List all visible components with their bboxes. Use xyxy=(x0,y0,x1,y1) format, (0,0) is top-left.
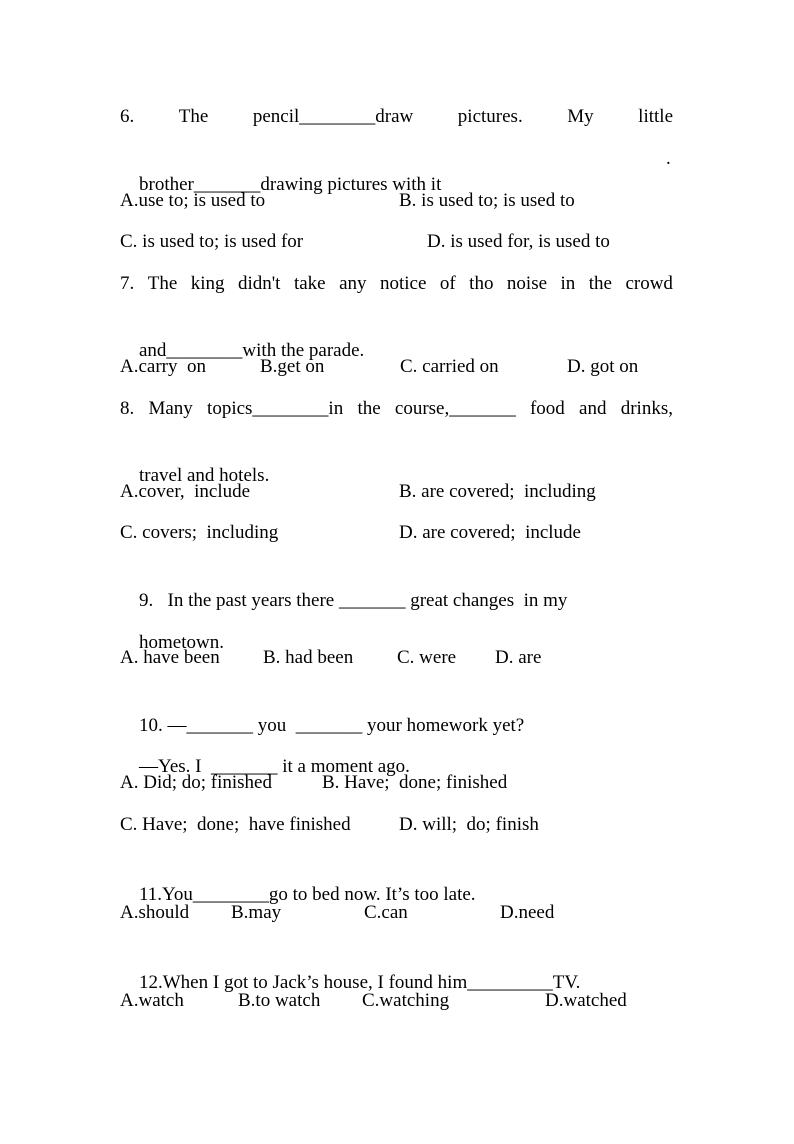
stem-text: 12.When I got to Jack’s house, I found him_________TV. xyxy=(139,972,581,993)
question-8-options-row2 xyxy=(120,520,673,546)
stem-word: of xyxy=(439,273,456,294)
question-8-stem-line1 xyxy=(120,396,673,422)
question-8-options-row1 xyxy=(120,479,673,505)
option-c: C. covers; including xyxy=(120,522,279,543)
stem-text: brother_______drawing pictures with it xyxy=(139,174,442,195)
option-c: C. Have; done; have finished xyxy=(120,814,351,835)
stem-word: king xyxy=(190,273,225,294)
option-d: D. is used for, is used to xyxy=(427,231,610,252)
stem-word: Many xyxy=(148,398,193,419)
stem-text: hometown. xyxy=(139,632,224,653)
stem-word: pencil________draw xyxy=(252,106,414,127)
option-a: A.cover, include xyxy=(120,481,251,502)
option-d: D. are xyxy=(495,647,542,668)
question-10-stem-line2 xyxy=(120,728,673,777)
stem-word: crowd xyxy=(625,273,673,294)
stem-word: 6. xyxy=(120,106,135,127)
option-d: D. will; do; finish xyxy=(399,814,539,835)
stem-text: 10. —_______ you _______ your homework yet? xyxy=(139,715,525,736)
stem-word: drinks, xyxy=(620,398,673,419)
question-7-stem-line2 xyxy=(120,312,673,361)
question-6-stem-line2 xyxy=(120,146,673,195)
stem-word: and xyxy=(579,398,607,419)
stem-word: The xyxy=(178,106,209,127)
question-11-options xyxy=(120,900,673,926)
question-6-stem-line1 xyxy=(120,104,673,130)
option-b: B.get on xyxy=(260,356,325,377)
stem-word: My xyxy=(567,106,594,127)
stem-word: little xyxy=(638,106,673,127)
question-8-stem-line2 xyxy=(120,437,673,486)
option-c: C. is used to; is used for xyxy=(120,231,304,252)
question-10-options-row1 xyxy=(120,770,673,796)
option-b: B. is used to; is used to xyxy=(399,190,575,211)
question-9-stem-line1 xyxy=(120,562,673,611)
question-10-options-row2 xyxy=(120,812,673,838)
stem-word: 7. xyxy=(120,273,135,294)
option-c: C. carried on xyxy=(400,356,499,377)
option-d: D.need xyxy=(500,902,555,923)
question-12-options xyxy=(120,988,673,1014)
option-c: C.watching xyxy=(362,990,450,1011)
stem-text: 9. In the past years there _______ great changes in my xyxy=(139,590,568,611)
question-6-options-row2 xyxy=(120,229,673,255)
stem-word: The xyxy=(147,273,178,294)
stem-word: topics________in xyxy=(207,398,344,419)
option-d: D. got on xyxy=(567,356,639,377)
stem-word: noise xyxy=(506,273,548,294)
option-b: B.to watch xyxy=(238,990,321,1011)
stem-word: 8. xyxy=(120,398,135,419)
option-d: D. are covered; include xyxy=(399,522,581,543)
stem-word: course,_______ xyxy=(394,398,516,419)
option-c: C. were xyxy=(397,647,457,668)
stem-text: —Yes. I _______ it a moment ago. xyxy=(139,756,410,777)
stem-word: the xyxy=(588,273,612,294)
stem-period: . xyxy=(666,148,671,169)
option-b: B. Have; done; finished xyxy=(322,772,508,793)
stem-word: didn't xyxy=(237,273,281,294)
stem-text: 11.You________go to bed now. It’s too late. xyxy=(139,884,476,905)
stem-text: and________with the parade. xyxy=(139,340,365,361)
option-a: A.use to; is used to xyxy=(120,190,266,211)
question-12-stem-line1 xyxy=(120,944,673,993)
stem-word: food xyxy=(529,398,565,419)
question-6-options-row1 xyxy=(120,188,673,214)
question-7-options xyxy=(120,354,673,380)
option-b: B. had been xyxy=(263,647,354,668)
stem-word: notice xyxy=(379,273,427,294)
option-c: C.can xyxy=(364,902,408,923)
option-a: A.watch xyxy=(120,990,184,1011)
option-a: A. Did; do; finished xyxy=(120,772,272,793)
option-a: A.should xyxy=(120,902,190,923)
stem-text: travel and hotels. xyxy=(139,465,270,486)
question-9-stem-line2 xyxy=(120,604,673,653)
stem-word: any xyxy=(339,273,367,294)
stem-word: tho xyxy=(469,273,494,294)
option-a: A.carry on xyxy=(120,356,206,377)
question-7-stem-line1 xyxy=(120,271,673,297)
stem-word: take xyxy=(293,273,326,294)
stem-word: pictures. xyxy=(457,106,523,127)
stem-word: the xyxy=(357,398,381,419)
option-a: A. have been xyxy=(120,647,220,668)
question-10-stem-line1 xyxy=(120,687,673,736)
option-b: B.may xyxy=(231,902,282,923)
question-9-options xyxy=(120,645,673,671)
option-b: B. are covered; including xyxy=(399,481,596,502)
stem-word: in xyxy=(560,273,576,294)
question-11-stem-line1 xyxy=(120,856,673,905)
option-d: D.watched xyxy=(545,990,627,1011)
